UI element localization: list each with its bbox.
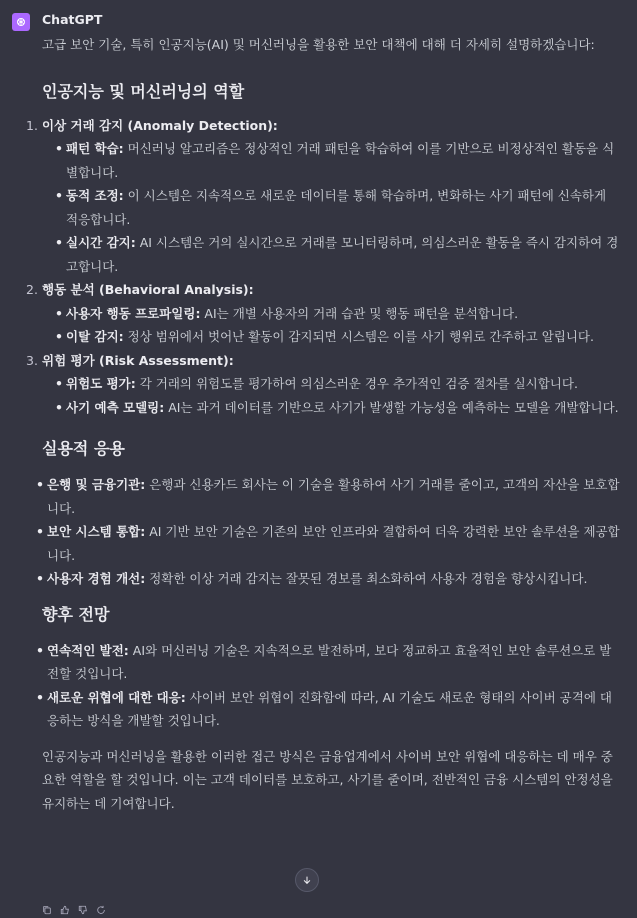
list-item: • 새로운 위협에 대한 대응: 사이버 보안 위협이 진화함에 따라, AI 기술도 새로운 형태의 사이버 공격에 대응하는 방식을 개발할 것입니다. — [47, 686, 622, 733]
message-content — [26, 33, 622, 815]
list-number: 2. — [26, 282, 38, 297]
list-item — [26, 114, 622, 279]
sub-list-item: • 실시간 감지: AI 시스템은 거의 실시간으로 거래를 모니터링하며, 의심스러운 활동을 즉시 감지하여 경고합니다. — [66, 231, 622, 278]
sub-list-item: • 사기 예측 모델링: AI는 과거 데이터를 기반으로 사기가 발생할 가능성을 예측하는 모델을 개발합니다. — [66, 396, 622, 420]
bullet-icon: • — [36, 477, 44, 492]
list-number: 1. — [26, 117, 38, 133]
sender-name: ChatGPT — [42, 12, 103, 27]
bullet-icon: • — [55, 329, 63, 344]
bullet-icon: • — [55, 188, 63, 203]
bullet-icon: • — [55, 305, 63, 321]
bullet-icon: • — [36, 642, 44, 658]
sub-list — [55, 372, 622, 419]
scroll-to-bottom-button[interactable] — [295, 868, 319, 892]
arrow-down-icon — [302, 875, 312, 885]
list-number: 3. — [26, 352, 38, 368]
bullet-list — [36, 473, 622, 591]
bullet-icon: • — [55, 399, 63, 415]
list-item: • 사용자 경험 개선: 정확한 이상 거래 감지는 잘못된 경보를 최소화하여 사용자 경험을 향상시킵니다. — [47, 567, 622, 591]
list-item: • 보안 시스템 통합: AI 기반 보안 기술은 기존의 보안 인프라와 결합하여 더욱 강력한 보안 솔루션을 제공합니다. — [47, 520, 622, 567]
section-heading-outlook: 향후 전망 — [42, 604, 110, 624]
sub-list — [55, 302, 622, 349]
list-item: • 연속적인 발전: AI와 머신러닝 기술은 지속적으로 발전하며, 보다 정교하고 효율적인 보안 솔루션으로 발전할 것입니다. — [47, 639, 622, 686]
section-heading-applications: 실용적 응용 — [42, 439, 125, 458]
list-item-title: 행동 분석 (Behavioral Analysis): — [42, 282, 254, 297]
bullet-icon: • — [55, 141, 63, 156]
bullet-icon: • — [36, 571, 44, 586]
bullet-icon: • — [55, 376, 63, 391]
sub-list-item: • 패턴 학습: 머신러닝 알고리즘은 정상적인 거래 패턴을 학습하여 이를 기반으로 비정상적인 활동을 식별합니다. — [66, 137, 622, 184]
regenerate-icon[interactable] — [96, 903, 106, 913]
bullet-list — [36, 639, 622, 733]
list-item: • 은행 및 금융기관: 은행과 신용카드 회사는 이 기술을 활용하여 사기 거래를 줄이고, 고객의 자산을 보호합니다. — [47, 473, 622, 520]
conclusion-paragraph: 인공지능과 머신러닝을 활용한 이러한 접근 방식은 금융업계에서 사이버 보안 위협에 대응하는 데 매우 중요한 역할을 할 것입니다. 이는 고객 데이터를 보호하고, 사기를 줄이며, 전반적인 금융 시스템의 안정성을 유지하는 데 기여합니다. — [42, 748, 613, 811]
sub-list-item: • 사용자 행동 프로파일링: AI는 개별 사용자의 거래 습관 및 행동 패턴을 분석합니다. — [66, 302, 622, 326]
openai-logo-icon — [12, 13, 30, 31]
sub-list-item: • 위험도 평가: 각 거래의 위험도를 평가하여 의심스러운 경우 추가적인 검증 절차를 실시합니다. — [66, 372, 622, 396]
intro-paragraph: 고급 보안 기술, 특히 인공지능(AI) 및 머신러닝을 활용한 보안 대책에 대해 더 자세히 설명하겠습니다: — [42, 37, 595, 52]
bullet-icon: • — [36, 524, 44, 539]
thumbs-down-icon[interactable] — [78, 903, 88, 913]
list-item — [26, 349, 622, 420]
numbered-list — [26, 114, 622, 420]
list-item-title: 이상 거래 감지 (Anomaly Detection): — [42, 117, 278, 133]
bullet-icon: • — [36, 689, 44, 705]
list-item-title: 위험 평가 (Risk Assessment): — [42, 352, 234, 368]
sub-list-item: • 이탈 감지: 정상 범위에서 벗어난 활동이 감지되면 시스템은 이를 사기 행위로 간주하고 알립니다. — [66, 325, 622, 349]
sub-list-item: • 동적 조정: 이 시스템은 지속적으로 새로운 데이터를 통해 학습하며, 변화하는 사기 패턴에 신속하게 적응합니다. — [66, 184, 622, 231]
copy-icon[interactable] — [42, 903, 52, 913]
bullet-icon: • — [55, 235, 63, 250]
section-heading-ai-role: 인공지능 및 머신러닝의 역할 — [42, 81, 245, 101]
sub-list — [55, 137, 622, 278]
list-item — [26, 278, 622, 349]
thumbs-up-icon[interactable] — [60, 903, 70, 913]
message-actions — [42, 903, 106, 913]
